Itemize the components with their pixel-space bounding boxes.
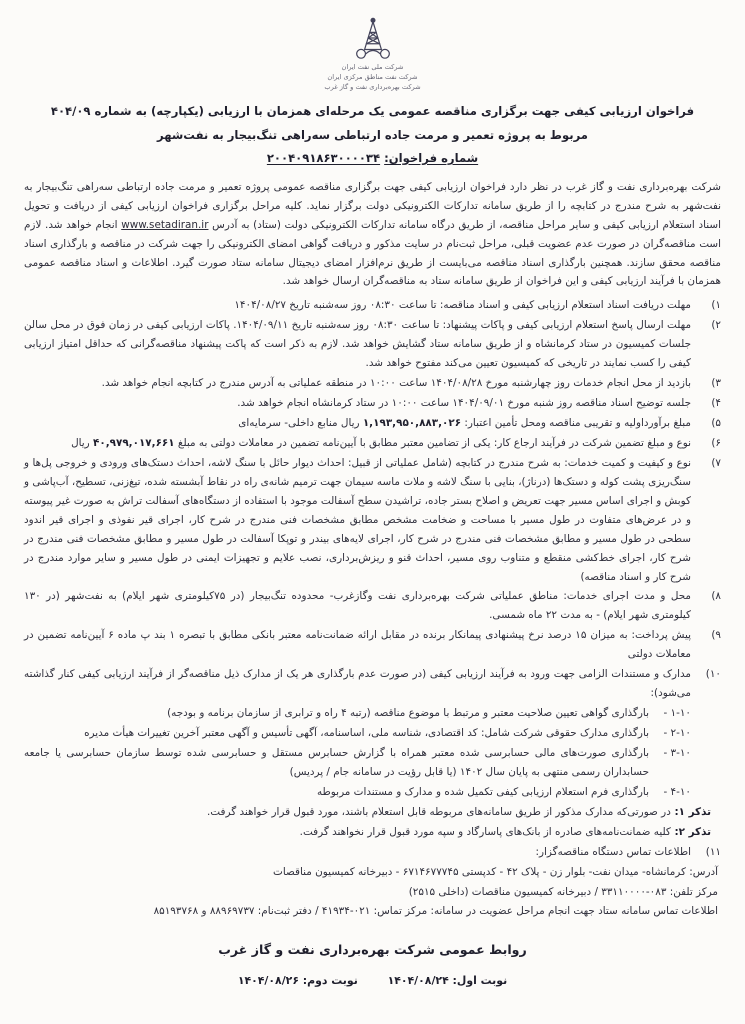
- item-10-3-financial-statements: [24, 744, 721, 782]
- item-text: [24, 724, 649, 743]
- item-6-guarantee: [24, 434, 721, 453]
- amount-value: ۱,۱۹۳,۹۵۰,۸۸۳,۰۲۶: [362, 417, 462, 430]
- oil-derrick-logo-icon: [352, 16, 394, 62]
- item-number: ۱): [711, 299, 721, 312]
- item-11-contact-info: [24, 843, 721, 862]
- second-publication-date: نوبت دوم: ۱۴۰۴/۰۸/۲۶: [237, 974, 358, 988]
- text-segment: بازدید از محل انجام خدمات روز چهارشنبه مورخ ۱۴۰۴/۰۸/۲۸ ساعت ۱۰:۰۰ در منطقه عملیاتی به آدرس مندرج در کتابچه انجام خواهد شد.: [101, 377, 691, 390]
- note-label: تذکر ۱:: [670, 805, 711, 818]
- item-number: ۸): [711, 590, 721, 603]
- company-logo-text-line: شرکت بهره‌برداری نفت و گاز غرب: [324, 82, 421, 91]
- text-segment: جلسه توضیح اسناد مناقصه روز شنبه مورخ ۱۴۰۴/۰۹/۰۱ ساعت ۱۰:۰۰ در ستاد کرمانشاه انجام خواهد شد.: [237, 397, 691, 410]
- document-title-line2: مربوط به پروژه تعمیر و مرمت جاده ارتباطی سه‌راهی تنگ‌بیجار به نفت‌شهر: [157, 127, 588, 142]
- item-text: [24, 744, 649, 782]
- text-segment: مدارک و مستندات الزامی جهت ورود به فرآیند ارزیابی کیفی (در صورت عدم بارگذاری هر یک از مدارک ذیل مناقصه‌گر از فرآیند ارزیابی کیفی کنار گذاشته می‌شود):: [24, 668, 691, 700]
- note-text: در صورتی‌که مدارک مذکور از طریق سامانه‌های مربوطه قابل استعلام باشند، مورد قبول قرار خواهند گرفت.: [207, 805, 671, 818]
- text-segment: مهلت ارسال پاسخ استعلام ارزیابی کیفی و پاکات پیشنهاد: تا ساعت ۰۸:۳۰ روز سه‌شنبه تاریخ ۱۴۰۴/۰۹/۱۱. پاکات ارزیابی کیفی در زمان فوق در محل سالن جلسات کمیسیون در ستاد کرمانشاه و از طریق سامانه ستاد گشایش خواهد شد. لازم به ذکر است که پاکت پیشنهاد مناقصه‌گرانی که حداقل امتیاز ارزیابی کیفی را کسب نمایند در تاریخی که کمیسیون تعیین می‌کند مفتوح خواهد شد.: [24, 319, 692, 370]
- item-number: ۳-۱۰ -: [663, 746, 691, 759]
- item-number: ۲-۱۰ -: [663, 727, 691, 740]
- item-9-advance-payment: [24, 626, 721, 664]
- item-number: ۹): [711, 629, 721, 642]
- text-segment: ریال: [71, 436, 94, 449]
- text-segment: بارگذاری صورت‌های مالی حسابرسی شده معتبر همراه با گزارش حسابرس مستقل و حسابرسی شده توسط سازمان حسابرسی یا جامعه حسابداران رسمی منتهی به پایان سال ۱۴۰۲ (یا قابل رؤیت در سامانه جام / پردیس): [24, 746, 649, 778]
- item-10-1-qualification-certificate: [24, 704, 721, 723]
- item-text: [24, 704, 649, 723]
- text-segment: اطلاعات تماس دستگاه مناقصه‌گزار:: [535, 845, 691, 858]
- note-label: تذکر ۲:: [670, 825, 711, 838]
- item-8-location-duration: [24, 587, 721, 625]
- company-logo-text: [324, 63, 420, 93]
- document-title-line1: فراخوان ارزیابی کیفی جهت برگزاری مناقصه عمومی یک مرحله‌ای همزمان با ارزیابی (یکپارچه) به شماره ۴۰۴/۰۹: [50, 103, 695, 118]
- intro-text-before-link: شرکت بهره‌برداری نفت و گاز غرب در نظر دارد فراخوان ارزیابی کیفی جهت برگزاری مناقصه عمومی پروژه تعمیر و مرمت جاده ارتباطی سه‌راهی تنگ‌بیجار به نفت‌شهر به شرح مندرج در کتابچه را از طریق سامانه تدارکات الکترونیکی دولت برگزار نماید. کلیه مراحل برگزاری فراخوان ارزیابی کیفی از دریافت و تحویل اسناد استعلام ارزیابی کیفی و سایر مراحل مناقصه، از طریق درگاه سامانه تدارکات الکترونیکی دولت (ستاد) به آدرس: [24, 180, 722, 231]
- item-number: ۱-۱۰ -: [663, 707, 691, 720]
- publication-dates-line: [24, 971, 721, 991]
- item-text: [24, 414, 691, 433]
- note-2: [24, 823, 721, 842]
- item-number: ۱۰): [705, 668, 721, 681]
- item-text: [24, 587, 691, 625]
- item-number: ۴): [711, 397, 721, 410]
- setad-contact-line: اطلاعات تماس سامانه ستاد جهت انجام مراحل عضویت در سامانه: مرکز تماس: ۰۲۱-۴۱۹۳۴ / دفتر ثبت‌نام: ۸۸۹۶۹۷۳۷ و ۸۵۱۹۳۷۶۸: [153, 905, 718, 918]
- call-number-line: [24, 148, 721, 169]
- item-text: [24, 783, 649, 802]
- text-segment: مبلغ برآورداولیه و تقریبی مناقصه ومحل تأمین اعتبار:: [461, 417, 691, 430]
- text-segment: نوع و مبلغ تضمین شرکت در فرآیند ارجاع کار: یکی از تضامین معتبر مطابق با آیین‌نامه تضمین در معاملات دولتی به مبلغ: [174, 436, 691, 449]
- item-number: ۱۱): [705, 845, 721, 858]
- item-5-estimated-amount: [24, 414, 721, 433]
- note-text: کلیه ضمانت‌نامه‌های صادره از بانک‌های پاسارگاد و سپه مورد قبول قرار نخواهند گرفت.: [299, 825, 671, 838]
- item-text: [24, 316, 691, 373]
- setadiran-link[interactable]: www.setadiran.ir: [121, 218, 209, 231]
- text-segment: نوع و کیفیت و کمیت خدمات: به شرح مندرج در کتابچه (شامل عملیاتی از قبیل: احداث دیوار حائل با سنگ لاشه، احداث دستک‌های ورودی و خروجی پل‌ها و سنگ‌ریزی پشت کوله و دستک‌ها (درناژ)، بنایی با سنگ لاشه و ملات ماسه سیمان جهت ترمیم شانه‌ی راه در نقاط آبشسته شده، تیغ‌زنی، تسطیح، آب‌پاشی و کوبش و اجرای اساس مسیر جهت تعریض و اصلاح بستر جاده، تراشیدن سطح آسفالت موجود با استفاده از دستگاه‌های آسفالت تراش به صورت غیر پیوسته و در عرض‌های متفاوت در طول مسیر با مساحت و ضخامت مشخص مطابق مشخصات فنی مندرج در شرح کار، اجرای قیر نفوذی و اجرای قیر اندود سطحی در طول مسیر و مطابق مشخصات فنی مندرج در شرح کار، اجرای لایه‌های بیندر و توپکا آسفالت در طول مسیر و مطابق مشخصات فنی مندرج در شرح کار، اجرای خط‌کشی منقطع و متناوب روی مسیر، احداث قنو و ریزش‌برداری، نصب علایم و تجهیزات ایمنی در طول مسیر و سایر موارد مندرج در شرح کار و اسناد مناقصه): [24, 456, 691, 583]
- item-number: ۷): [711, 456, 721, 469]
- contact-address-line: [24, 863, 721, 882]
- call-number-label: شماره فراخوان:: [384, 150, 479, 165]
- company-logo-text-line: شرکت نفت مناطق مرکزی ایران: [327, 72, 418, 81]
- call-number-value: ۲۰۰۴۰۹۱۸۶۳۰۰۰۰۳۴: [266, 150, 381, 165]
- text-segment: بارگذاری گواهی تعیین صلاحیت معتبر و مرتبط با موضوع مناقصه (رتبه ۴ راه و ترابری از سازمان برنامه و بودجه): [167, 707, 649, 720]
- setad-contact-line: [24, 902, 721, 921]
- item-text: [24, 296, 691, 315]
- text-segment: ریال منابع داخلی- سرمایه‌ای: [238, 417, 363, 430]
- item-10-required-documents: [24, 665, 721, 703]
- text-segment: پیش پرداخت: به میزان ۱۵ درصد نرخ پیشنهادی پیمانکار برنده در مقابل ارائه ضمانت‌نامه معتبر بانکی مطابق با تبصره ۱ بند پ ماده ۶ آیین‌نامه تضمین در معاملات دولتی: [24, 629, 691, 661]
- item-7-scope-of-services: [24, 454, 721, 587]
- item-text: [24, 374, 691, 393]
- amount-value: ۴۰,۹۷۹,۰۱۷,۶۶۱: [93, 436, 175, 449]
- note-1: [24, 803, 721, 822]
- item-number: ۶): [711, 436, 721, 449]
- text-segment: محل و مدت اجرای خدمات: مناطق عملیاتی شرکت بهره‌برداری نفت وگازغرب- محدوده تنگ‌بیجار (در ۷۵کیلومتری شهر ایلام) به نفت‌شهر (در ۱۳۰ کیلومتری شهر ایلام) - به مدت ۲۲ ماه شمسی.: [24, 590, 691, 622]
- item-10-4-evaluation-form: [24, 783, 721, 802]
- numbered-items-list: [24, 296, 721, 921]
- item-text: [24, 665, 691, 703]
- company-logo-text-line: شرکت ملی نفت ایران: [341, 63, 404, 71]
- company-logo: [24, 16, 721, 93]
- public-relations-signature: روابط عمومی شرکت بهره‌برداری نفت و گاز غرب: [218, 942, 527, 958]
- item-number: ۲): [711, 319, 721, 332]
- item-number: ۵): [711, 417, 721, 430]
- intro-text-after-link: انجام خواهد شد. لازم است مناقصه‌گران در صورت عدم عضویت قبلی، مراحل ثبت‌نام در سایت مذکور و دریافت گواهی امضای الکترونیکی را جهت شرکت در مناقصه و بارگذاری اسناد مناقصه محقق سازند. همچنین بارگذاری اسناد مناقصه می‌بایست از طریق نرم‌افزار امضای دیجیتال سامانه ستاد صورت گیرد. اطلاعات و اسناد مناقصه عمومی همزمان با فرآیند ارزیابی کیفی و این فراخوان از طریق سامانه ستاد به مناقصه‌گران ارسال خواهد شد.: [24, 218, 721, 288]
- contact-phone-line: [24, 883, 721, 902]
- first-publication-date: نوبت اول: ۱۴۰۴/۰۸/۲۴: [387, 974, 508, 988]
- item-text: [24, 394, 691, 413]
- intro-paragraph: [24, 178, 721, 292]
- item-2-deadline-submit: [24, 316, 721, 373]
- item-text: [24, 454, 691, 587]
- text-segment: بارگذاری فرم استعلام ارزیابی کیفی تکمیل شده و مدارک و مستندات مربوطه: [316, 785, 649, 798]
- contact-address-line: آدرس: کرمانشاه- میدان نفت- بلوار زن - پلاک ۴۲ - کدپستی ۶۷۱۴۶۷۷۷۴۵ - دبیرخانه کمیسیون مناقصات: [273, 865, 718, 878]
- document-footer: [24, 939, 721, 991]
- item-1-deadline-receive-docs: [24, 296, 721, 315]
- item-text: [24, 626, 691, 664]
- text-segment: مهلت دریافت اسناد استعلام ارزیابی کیفی و اسناد مناقصه: تا ساعت ۰۸:۳۰ روز سه‌شنبه تاریخ ۱۴۰۴/۰۸/۲۷: [234, 299, 691, 312]
- item-4-clarification-meeting: [24, 394, 721, 413]
- document-header: [24, 16, 721, 169]
- item-text: [24, 843, 691, 862]
- contact-phone-line: مرکز تلفن: ۰۸۳-۳۳۱۱۰۰۰۰ / دبیرخانه کمیسیون مناقصات (داخلی ۲۵۱۵): [408, 885, 718, 898]
- item-number: ۴-۱۰ -: [663, 785, 691, 798]
- item-text: [24, 434, 691, 453]
- text-segment: بارگذاری مدارک حقوقی شرکت شامل: کد اقتصادی، شناسه ملی، اساسنامه، آگهی تأسیس و آگهی معتبر آخرین تغییرات هیأت مدیره: [84, 727, 649, 740]
- item-number: ۳): [711, 377, 721, 390]
- item-3-site-visit: [24, 374, 721, 393]
- item-10-2-legal-documents: [24, 724, 721, 743]
